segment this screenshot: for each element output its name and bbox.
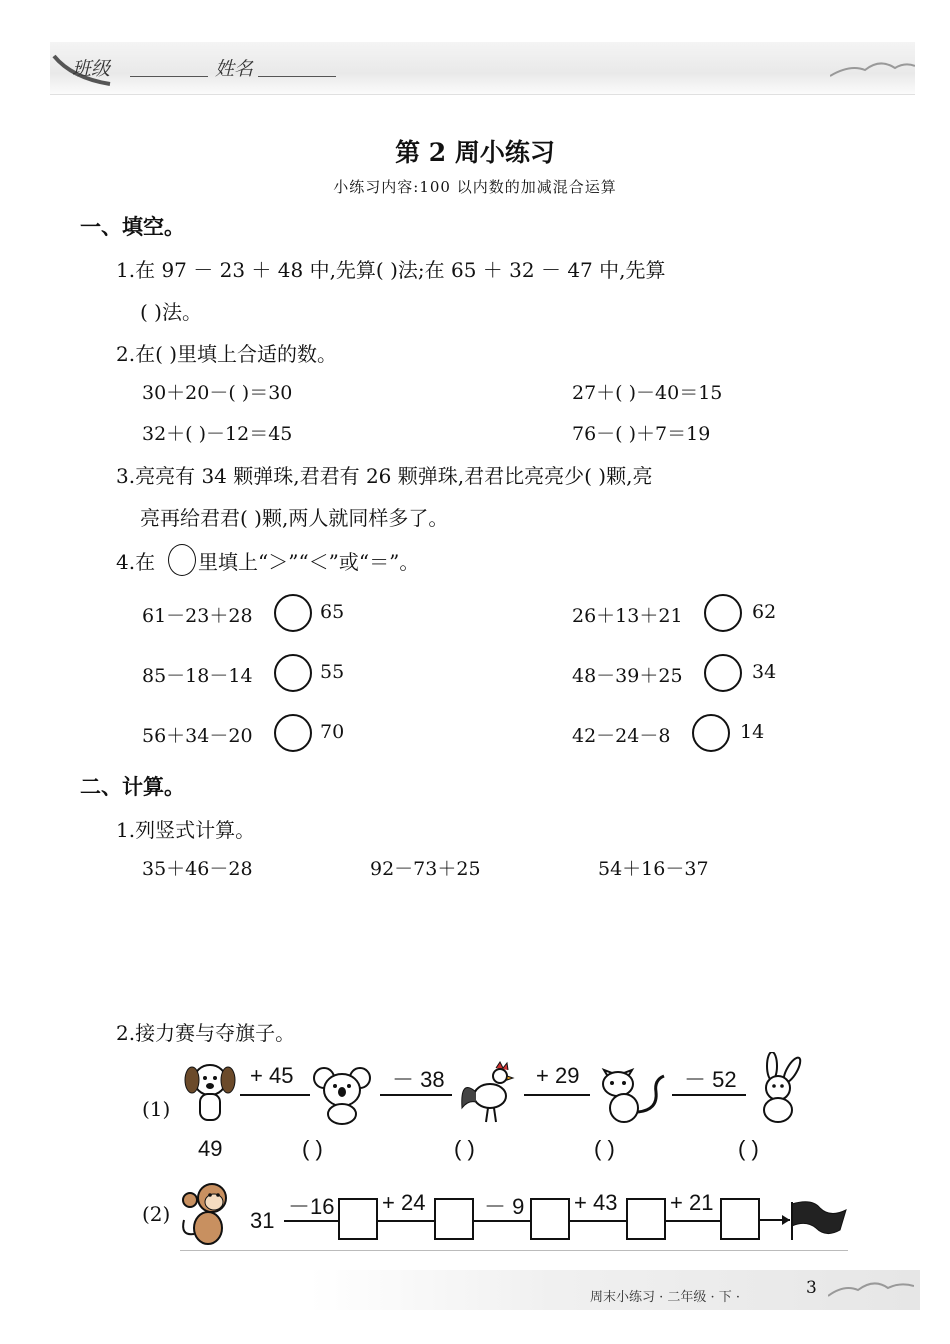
relay-line [240,1094,310,1096]
compare-right: 34 [752,661,777,683]
page-number: 3 [806,1278,817,1298]
compare-left: 26＋13＋21 [572,605,683,627]
relay-line [524,1094,590,1096]
relay2-op-4: + 43 [574,1190,618,1215]
calc-expr-3: 54＋16－37 [598,858,709,880]
header-band [50,42,915,95]
calc-stem: 1.列竖式计算。 [116,818,256,842]
relay-baseline [180,1250,848,1251]
compare-left: 56＋34－20 [142,725,253,747]
cat-icon [598,1062,670,1126]
compare-circle-blank[interactable] [274,654,312,692]
calc-expr-1: 35＋46－28 [142,858,253,880]
monkey-icon [178,1180,240,1252]
rooster-icon [456,1058,520,1126]
q4-stem-b: 里填上“＞”“＜”或“＝”。 [198,550,420,574]
answer-box-1[interactable] [338,1198,378,1240]
relay-line [378,1220,434,1222]
q3-line2: 亮再给君君( )颗,两人就同样多了。 [140,506,449,530]
compare-right: 65 [320,601,345,623]
compare-circle-blank[interactable] [692,714,730,752]
relay2-op-1: －16 [288,1194,335,1219]
relay-op-2: － 38 [392,1067,445,1092]
q4-stem-a: 4.在 [116,550,156,574]
q2-eq-2: 27＋( )－40＝15 [572,382,723,404]
answer-box-2[interactable] [434,1198,474,1240]
class-label: 班级 [72,58,111,80]
part1-blank-3[interactable]: ( ) [594,1136,615,1161]
rabbit-icon [748,1052,814,1126]
q3-line1: 3.亮亮有 34 颗弹珠,君君有 26 颗弹珠,君君比亮亮少( )颗,亮 [116,464,653,488]
relay2-op-3: － 9 [484,1194,525,1219]
q1-line2: ( )法。 [140,300,202,324]
answer-box-5[interactable] [720,1198,760,1240]
relay-op-1: + 45 [250,1063,294,1088]
mountain-decoration [828,1278,914,1302]
answer-box-3[interactable] [530,1198,570,1240]
compare-right: 14 [740,721,765,743]
q4-stem-circle-icon [168,544,196,576]
relay-line [672,1094,746,1096]
relay-line [666,1220,720,1222]
page-title: 第 2 周小练习 [395,138,555,167]
compare-circle-blank[interactable] [274,714,312,752]
q2-eq-1: 30＋20－( )＝30 [142,382,293,404]
footer-text: 周末小练习 · 二年级 · 下 · [590,1290,741,1305]
q2-eq-4: 76－( )＋7＝19 [572,423,711,445]
compare-left: 48－39＋25 [572,665,683,687]
compare-right: 62 [752,601,777,623]
compare-left: 61－23＋28 [142,605,253,627]
relay-line [380,1094,452,1096]
relay-op-4: － 52 [684,1067,737,1092]
compare-left: 85－18－14 [142,665,253,687]
name-label: 姓名 [215,58,254,80]
relay-op-3: + 29 [536,1063,580,1088]
compare-right: 55 [320,661,345,683]
part2-label: (2) [142,1202,171,1226]
flag-icon [760,1196,850,1242]
class-field[interactable] [130,76,208,77]
part1-label: (1) [142,1097,171,1121]
page-subtitle: 小练习内容:100 以内数的加减混合运算 [333,178,617,196]
q2-stem: 2.在( )里填上合适的数。 [116,342,338,366]
part1-start-value: 49 [198,1136,223,1161]
relay2-op-2: + 24 [382,1190,426,1215]
compare-left: 42－24－8 [572,725,671,747]
name-field[interactable] [258,76,336,77]
mountain-decoration [830,56,915,82]
relay2-op-5: + 21 [670,1190,714,1215]
dog-icon [180,1058,240,1126]
relay-line [570,1220,626,1222]
part1-blank-1[interactable]: ( ) [302,1136,323,1161]
compare-circle-blank[interactable] [704,654,742,692]
relay-stem: 2.接力赛与夺旗子。 [116,1021,296,1045]
compare-circle-blank[interactable] [274,594,312,632]
compare-circle-blank[interactable] [704,594,742,632]
part1-blank-4[interactable]: ( ) [738,1136,759,1161]
compare-right: 70 [320,721,345,743]
q2-eq-3: 32＋( )－12＝45 [142,423,293,445]
q1-line1: 1.在 97 － 23 ＋ 48 中,先算( )法;在 65 ＋ 32 － 47 中,先算 [116,258,666,282]
section1-heading: 一、填空。 [80,215,185,239]
answer-box-4[interactable] [626,1198,666,1240]
part1-blank-2[interactable]: ( ) [454,1136,475,1161]
calc-expr-2: 92－73＋25 [370,858,481,880]
part2-start-value: 31 [250,1208,275,1233]
section2-heading: 二、计算。 [80,775,185,799]
koala-icon [312,1064,372,1126]
